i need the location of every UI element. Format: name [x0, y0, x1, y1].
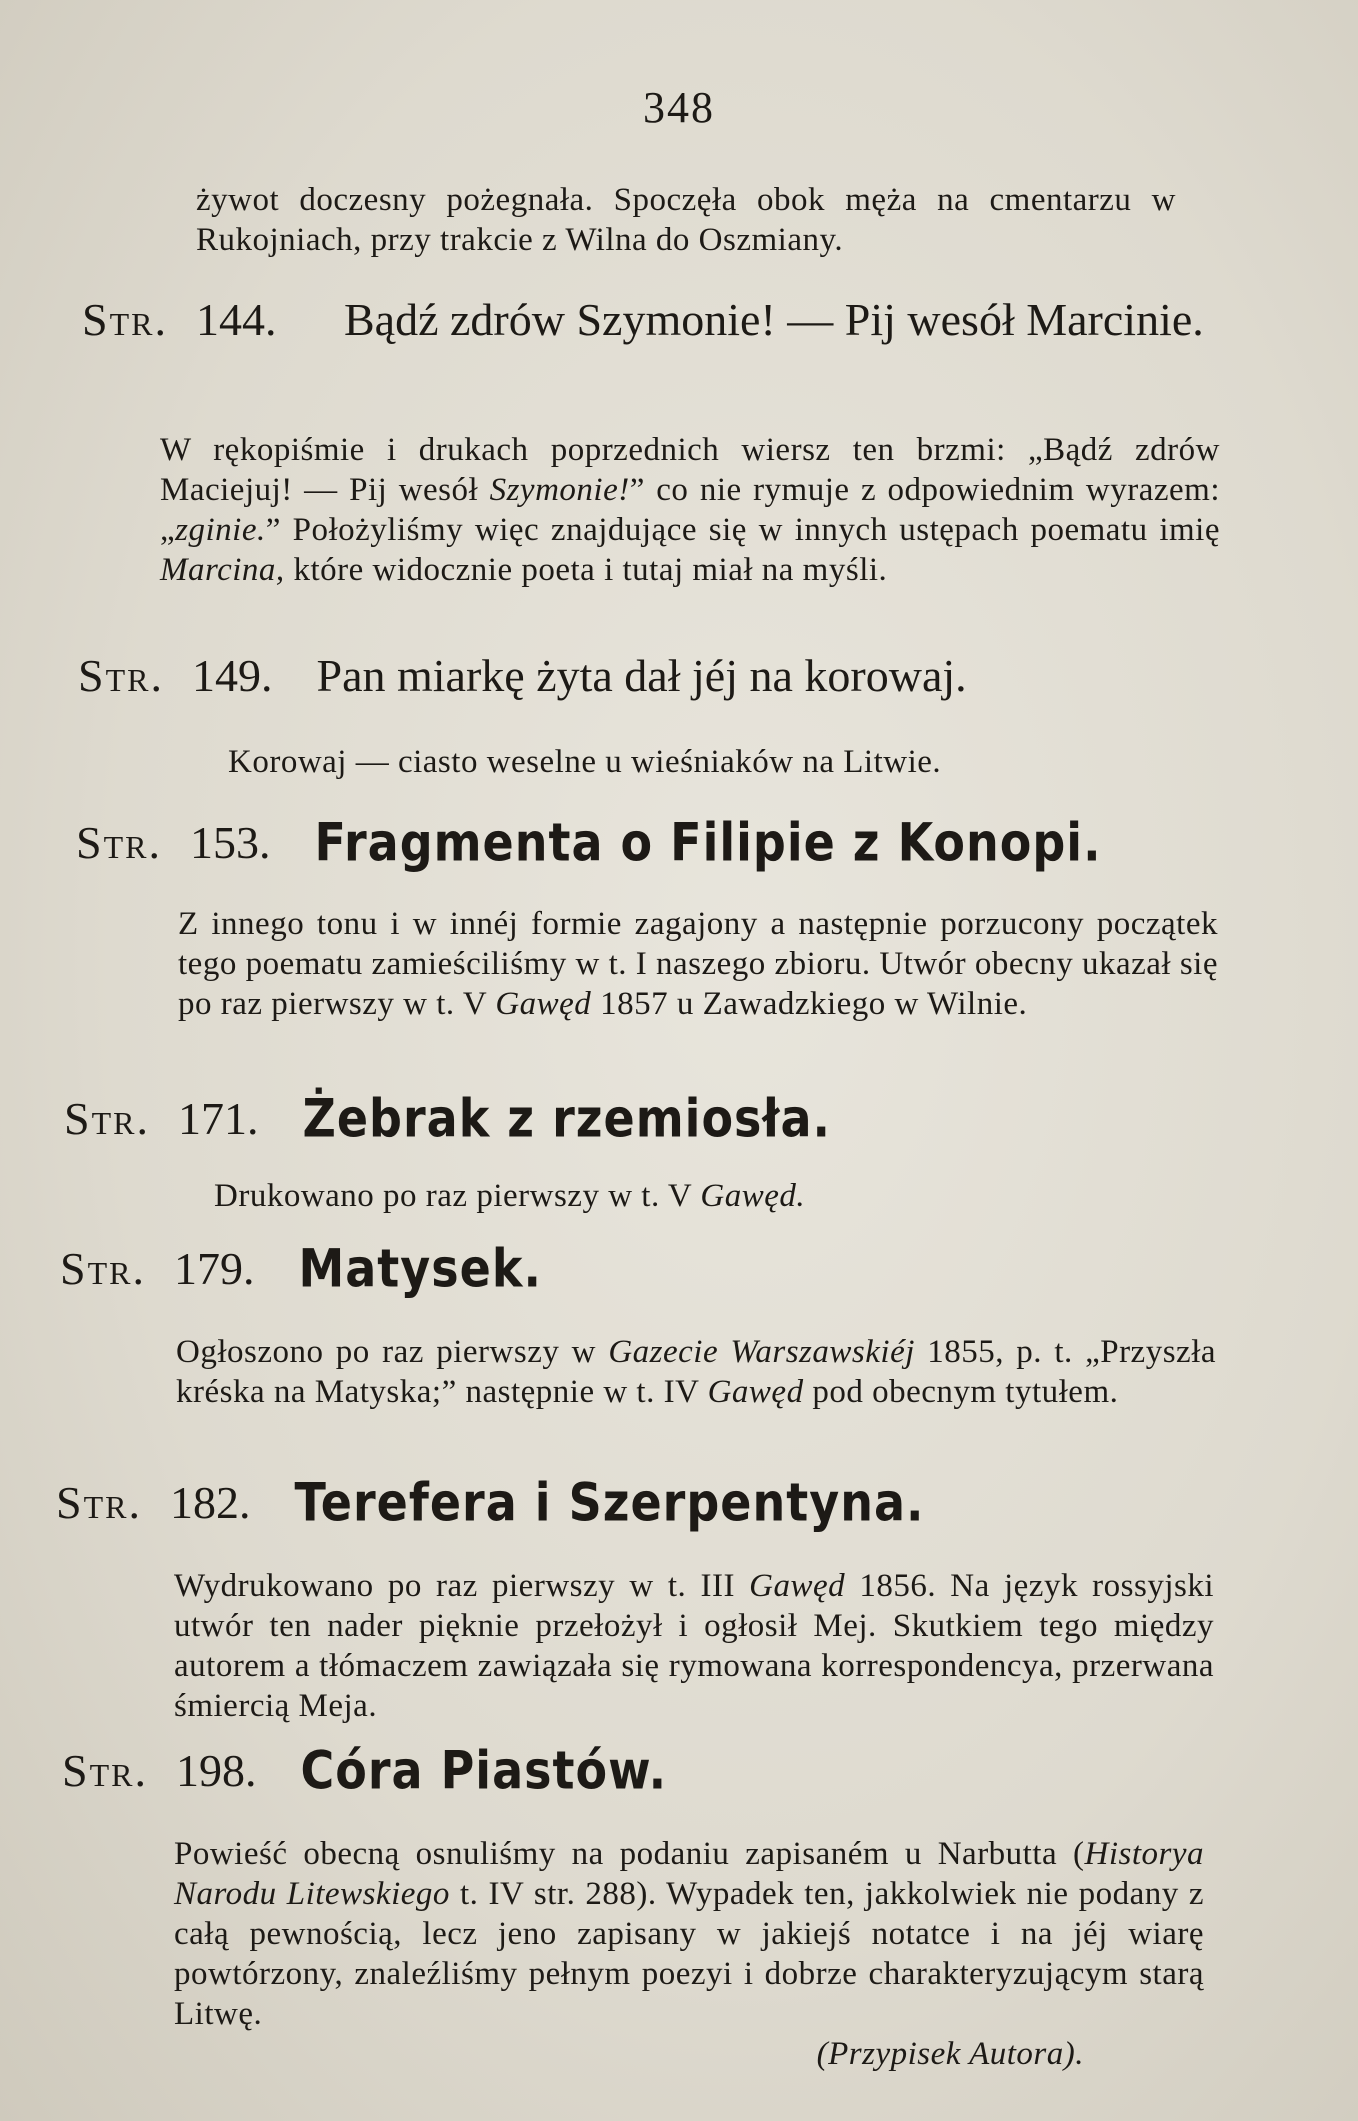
entry-label: Str.: [82, 294, 168, 345]
entry-heading-144: [82, 292, 320, 348]
note-italic: Gawęd: [495, 986, 592, 1022]
note-149: [228, 742, 1188, 782]
entry-title: Matysek.: [298, 1236, 542, 1300]
note-text: Z innego tonu i w innéj formie zagajony a następnie porzucony początek tego poematu zamieściliśmy w t. I naszego zbioru. Utwór obecny ukazał się po raz pierwszy w t. V: [178, 906, 1218, 1022]
entry-label: Str.: [78, 650, 164, 701]
entry-title: Pan miarkę żyta dał jéj na korowaj.: [316, 650, 967, 701]
note-italic: Gawęd: [707, 1374, 804, 1410]
entry-title: Fragmenta o Filipie z Konopi.: [314, 810, 1102, 874]
note-text: ” Położyliśmy więc znajdujące się w innych ustępach poematu imię: [265, 512, 1220, 548]
note-text: t. IV str. 288). Wypadek ten, jakkolwiek nie podany z całą pewnością, lecz jeno zapisany w jakiejś notatce i na jéj wiarę powtórzony, znaleźliśmy pełnym poezyi i dobrze charakteryzującym starą Litwę.: [174, 1876, 1205, 2032]
entry-label: Str.: [60, 1243, 146, 1294]
note-179: [176, 1332, 1216, 1412]
entry-number: 144.: [195, 294, 277, 345]
entry-label: Str.: [62, 1745, 148, 1796]
page-number: 348: [643, 83, 715, 132]
note-text: W rękopiśmie i drukach poprzednich wiersz ten brzmi: „Bądź zdrów Maciejuj! — Pij wesół: [160, 432, 1220, 508]
note-italic: Historya Narodu Litewskiego: [174, 1836, 1204, 1912]
note-153: [178, 904, 1218, 1024]
note-text: Wydrukowano po raz pierwszy w t. III: [174, 1568, 750, 1604]
note-text: Ogłoszono po raz pierwszy w: [176, 1334, 609, 1370]
entry-number: 153.: [189, 817, 271, 868]
entry-title: Córa Piastów.: [300, 1738, 668, 1802]
entry-title: Terefera i Szerpentyna.: [294, 1470, 925, 1534]
entry-heading-182: [56, 1470, 925, 1534]
entry-heading-153: [76, 810, 1102, 874]
author-note-signature: (Przypisek Autora).: [816, 2036, 1084, 2072]
note-text: Powieść obecną osnuliśmy na podaniu zapisaném u Narbutta (: [174, 1836, 1085, 1872]
entry-heading-171: [64, 1086, 832, 1150]
intro-paragraph: [196, 180, 1176, 260]
entry-number: 179.: [173, 1243, 255, 1294]
note-text: Korowaj — ciasto weselne u wieśniaków na Litwie.: [228, 744, 942, 780]
note-italic: zginie.: [175, 512, 266, 548]
entry-title: Żebrak z rzemiosła.: [302, 1086, 832, 1150]
intro-text: żywot doczesny pożegnała. Spoczęła obok męża na cmentarzu w Rukojniach, przy trakcie z Wilna do Oszmiany.: [196, 182, 1176, 258]
note-text: 1856. Na język rossyjski utwór ten nader pięknie przełożył i ogłosił Mej. Skutkiem tego między autorem a tłómaczem zawiązała się rymowana korrespondencya, przerwana śmiercią Meja.: [174, 1568, 1214, 1724]
note-text: pod obecnym tytułem.: [803, 1374, 1119, 1410]
note-198: [174, 1834, 1204, 2074]
note-text: ” co nie rymuje z odpowiednim wyrazem: „: [160, 472, 1220, 548]
note-171: [214, 1176, 1194, 1216]
note-italic: Gawęd.: [700, 1178, 806, 1214]
note-text: które widocznie poeta i tutaj miał na myśli.: [284, 552, 888, 588]
entry-heading-179: [60, 1236, 542, 1300]
entry-number: 171.: [177, 1093, 259, 1144]
entry-label: Str.: [64, 1093, 150, 1144]
entry-number: 182.: [169, 1477, 251, 1528]
entry-label: Str.: [56, 1477, 142, 1528]
note-italic: Szymonie!: [489, 472, 630, 508]
entry-heading-198: [62, 1738, 668, 1802]
note-text: 1855, p. t. „Przyszła kréska na Matyska;” następnie w t. IV: [176, 1334, 1217, 1410]
note-182: [174, 1566, 1214, 1726]
note-text: Drukowano po raz pierwszy w t. V: [214, 1178, 701, 1214]
note-italic: Marcina,: [160, 552, 285, 588]
note-italic: Gazecie Warszawskiéj: [608, 1334, 915, 1370]
entry-number: 198.: [175, 1745, 257, 1796]
note-italic: Gawęd: [749, 1568, 846, 1604]
entry-number: 149.: [191, 650, 273, 701]
note-144: [160, 430, 1220, 590]
entry-heading-149: [78, 648, 967, 704]
entry-label: Str.: [76, 817, 162, 868]
note-text: 1857 u Zawadzkiego w Wilnie.: [591, 986, 1028, 1022]
entry-title-144: Bądź zdrów Szymonie! — Pij wesół Marcinie.: [344, 294, 1204, 345]
